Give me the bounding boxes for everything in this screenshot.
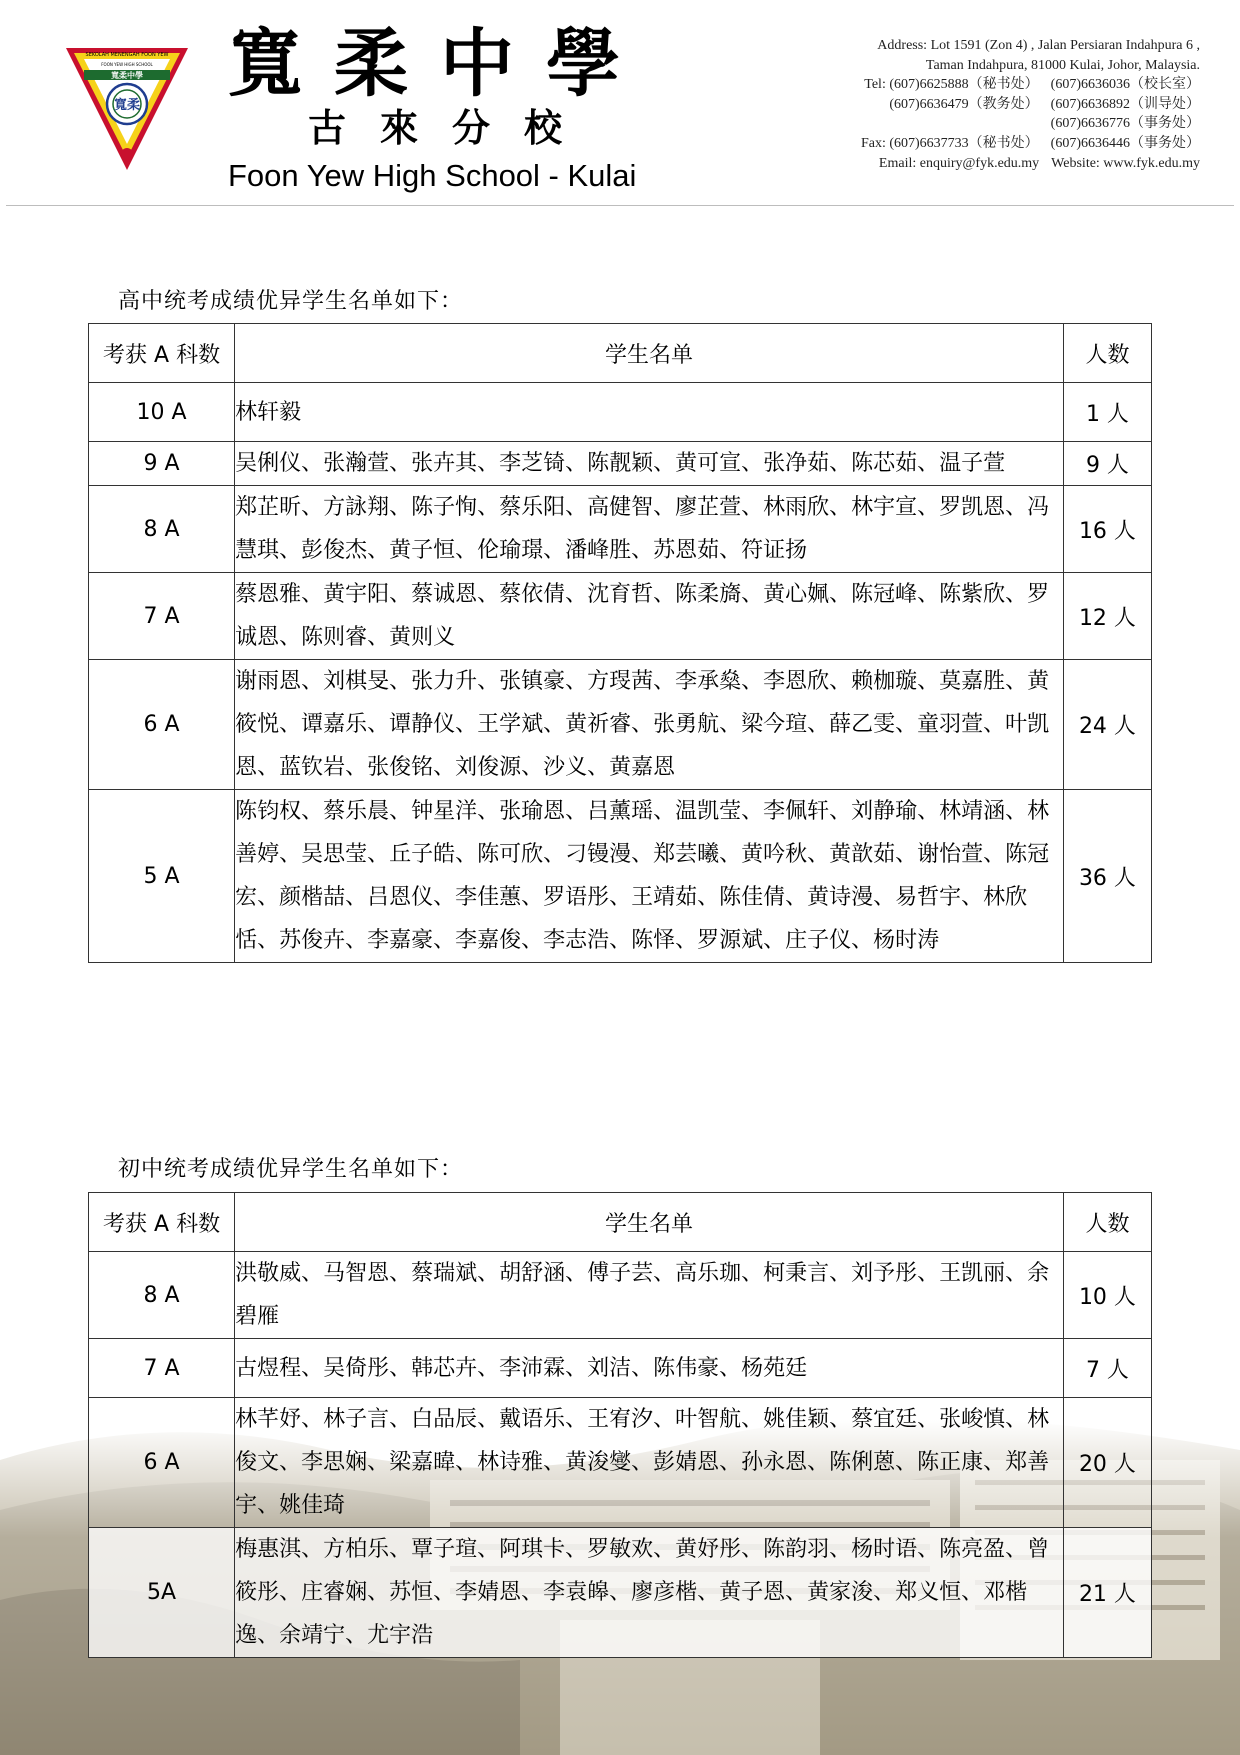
table-row: [89, 486, 1152, 573]
names-cell: 吴俐仪、张瀚萱、张卉其、李芝锜、陈靓颖、黄可宣、张净茹、陈芯茹、温子萱: [235, 442, 1064, 486]
website[interactable]: Website: www.fyk.edu.my: [1051, 155, 1200, 171]
table-row: [89, 442, 1152, 486]
table-header-row: [89, 1193, 1152, 1252]
table-row: [89, 1339, 1152, 1398]
junior-results-table: [88, 1192, 1152, 1658]
header-head-count: 人数: [1063, 324, 1151, 383]
branch-name-chinese: 古來分校: [308, 105, 597, 150]
total-cell: 1 人: [1063, 383, 1151, 442]
tel-discipline: (607)6636892（训导处）: [1050, 96, 1200, 112]
total-cell: 16 人: [1063, 486, 1151, 573]
grade-cell: 5A: [89, 1528, 235, 1658]
grade-cell: 6 A: [89, 1398, 235, 1528]
header-student-list: 学生名单: [235, 324, 1064, 383]
header-student-list: 学生名单: [235, 1193, 1064, 1252]
total-cell: 10 人: [1063, 1252, 1151, 1339]
crest-center: 寬柔: [113, 98, 141, 113]
fax-main: Fax: (607)6637733（秘书处）: [860, 135, 1039, 151]
names-cell: 梅惠淇、方柏乐、覃子瑄、阿琪卡、罗敏欢、黄妤彤、陈韵羽、杨时语、陈亮盈、曾筱彤、庄睿娴、苏恒、李婧恩、李袁皞、廖彦楷、黄子恩、黄家浚、郑义恒、邓楷逸、余靖宁、尤宇浩: [235, 1528, 1064, 1658]
grade-cell: 8 A: [89, 486, 235, 573]
names-cell: 郑芷昕、方詠翔、陈子恂、蔡乐阳、高健智、廖芷萱、林雨欣、林宇宣、罗凯恩、冯慧琪、彭俊杰、黄子恒、伦瑜璟、潘峰胜、苏恩茹、符证扬: [235, 486, 1064, 573]
junior-section-title: 初中统考成绩优异学生名单如下：: [118, 1157, 464, 1182]
school-name-english: Foon Yew High School - Kulai: [228, 158, 637, 193]
table-row: [89, 660, 1152, 790]
grade-cell: 9 A: [89, 442, 235, 486]
total-cell: 21 人: [1063, 1528, 1151, 1658]
total-cell: 7 人: [1063, 1339, 1151, 1398]
letterhead: [0, 0, 1240, 206]
tel-principal: (607)6636036（校长室）: [1050, 77, 1200, 93]
tel-general-affairs: (607)6636776（事务处）: [1050, 116, 1200, 132]
names-cell: 谢雨恩、刘棋旻、张力升、张镇豪、方琝茜、李承燊、李恩欣、赖枷璇、莫嘉胜、黄筱悦、谭嘉乐、谭静仪、王学斌、黄祈睿、张勇航、梁今瑄、薛乙雯、童羽萱、叶凯恩、蓝钦岩、张俊铭、刘俊源、沙义、黄嘉恩: [235, 660, 1064, 790]
tel-main: Tel: (607)6625888（秘书处）: [864, 77, 1039, 93]
address-line-2: Taman Indahpura, 81000 Kulai, Johor, Malaysia.: [925, 57, 1200, 73]
grade-cell: 5 A: [89, 790, 235, 963]
grade-cell: 8 A: [89, 1252, 235, 1339]
fax-general-affairs: (607)6636446（事务处）: [1050, 135, 1200, 151]
table-row: [89, 1252, 1152, 1339]
total-cell: 12 人: [1063, 573, 1151, 660]
table-row: [89, 383, 1152, 442]
senior-section-title: 高中统考成绩优异学生名单如下：: [118, 289, 464, 314]
total-cell: 24 人: [1063, 660, 1151, 790]
names-cell: 林轩毅: [235, 383, 1064, 442]
address-line-1: Address: Lot 1591 (Zon 4) , Jalan Persiaran Indahpura 6 ,: [877, 38, 1200, 53]
total-cell: 9 人: [1063, 442, 1151, 486]
crest-subtitle: FOON YEW HIGH SCHOOL: [101, 62, 153, 67]
crest-band: 寬柔中學: [111, 71, 143, 80]
table-row: [89, 573, 1152, 660]
crest-motto: SEKOLAH MENENGAH FOON YEW: [85, 52, 169, 58]
grade-cell: 7 A: [89, 1339, 235, 1398]
table-row: [89, 1528, 1152, 1658]
header-a-count: 考获 A 科数: [89, 1193, 235, 1252]
names-cell: 陈钧权、蔡乐晨、钟星洋、张瑜恩、吕薰瑶、温凯莹、李佩轩、刘静瑜、林靖涵、林善婷、吴思莹、丘子皓、陈可欣、刁镘漫、郑芸曦、黄吟秋、黄歆茹、谢怡萱、陈冠宏、颜楷喆、吕恩仪、李佳蕙、罗语彤、王靖茹、陈佳倩、黄诗漫、易哲宇、林欣恬、苏俊卉、李嘉豪、李嘉俊、李志浩、陈怿、罗源斌、庄子仪、杨时涛: [235, 790, 1064, 963]
letterhead-divider: [6, 205, 1234, 206]
school-name-chinese: 寬柔中學: [228, 21, 652, 107]
table-row: [89, 1398, 1152, 1528]
grade-cell: 6 A: [89, 660, 235, 790]
total-cell: 20 人: [1063, 1398, 1151, 1528]
email[interactable]: Email: enquiry@fyk.edu.my: [878, 155, 1040, 171]
names-cell: 蔡恩雅、黄宇阳、蔡诚恩、蔡依倩、沈育哲、陈柔旖、黄心姵、陈冠峰、陈紫欣、罗诚恩、陈则睿、黄则义: [235, 573, 1064, 660]
contact-block: [760, 36, 1200, 173]
senior-results-table: [88, 323, 1152, 963]
tel-academic: (607)6636479（教务处）: [889, 96, 1039, 112]
total-cell: 36 人: [1063, 790, 1151, 963]
school-crest-logo: [62, 44, 192, 174]
table-row: [89, 790, 1152, 963]
header-head-count: 人数: [1063, 1193, 1151, 1252]
names-cell: 古煜程、吴倚彤、韩芯卉、李沛霖、刘洁、陈伟豪、杨苑廷: [235, 1339, 1064, 1398]
grade-cell: 7 A: [89, 573, 235, 660]
header-a-count: 考获 A 科数: [89, 324, 235, 383]
names-cell: 林芊妤、林子言、白品辰、戴语乐、王宥汐、叶智航、姚佳颖、蔡宜廷、张峻慎、林俊文、李思娴、梁嘉暐、林诗雅、黄浚燮、彭婧恩、孙永恩、陈俐蒽、陈正康、郑善宇、姚佳琦: [235, 1398, 1064, 1528]
table-header-row: [89, 324, 1152, 383]
names-cell: 洪敬威、马智恩、蔡瑞斌、胡舒涵、傅子芸、高乐珈、柯秉言、刘予彤、王凯丽、余碧雁: [235, 1252, 1064, 1339]
grade-cell: 10 A: [89, 383, 235, 442]
